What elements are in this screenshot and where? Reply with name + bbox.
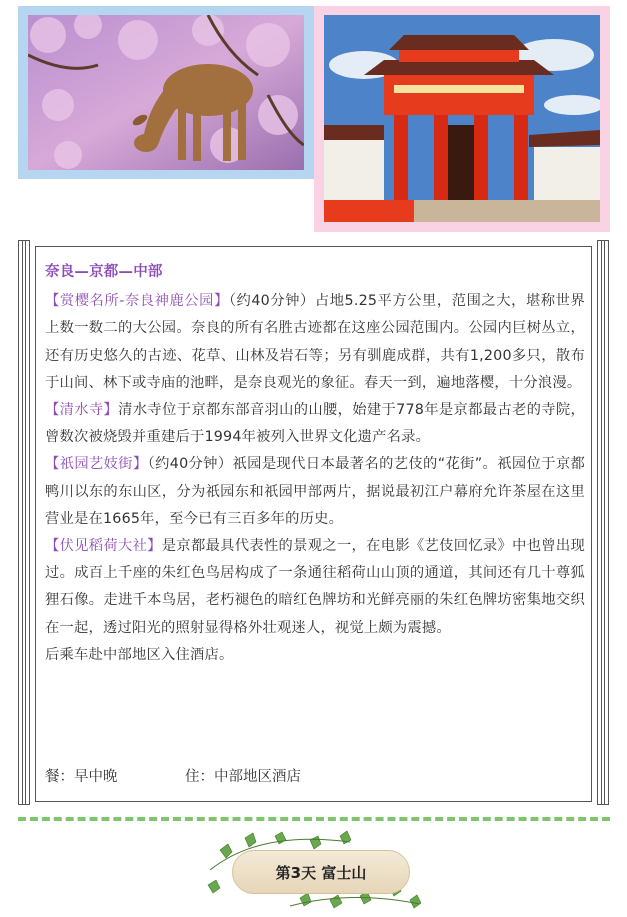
hotel-text: 住：中部地区酒店	[185, 769, 301, 785]
right-border-bar	[597, 240, 609, 805]
section-heading: 【伏见稻荷大社】	[45, 538, 162, 555]
section-body: （约40分钟）占地5.25平方公里，范围之大，堪称世界上数一数二的大公园。奈良的所有名胜古迹都在这座公园范围内。公园内巨树丛立，还有历史悠久的古迹、花草、山林及岩石等；另有驯鹿成群，共有1,200多只，散布于山间、林下或寺庙的池畔，是奈良观光的象征。春天一到，遍地落樱，十分浪漫。	[45, 293, 585, 391]
right-photo-frame	[314, 6, 610, 232]
left-border-bar	[18, 240, 30, 805]
green-dashed-divider	[18, 817, 610, 821]
next-day-badge	[200, 830, 430, 912]
section-body: 是京都最具代表性的景观之一，在电影《艺伎回忆录》中也曾出现过。成百上千座的朱红色鸟居构成了一条通往稻荷山山顶的通道，其间还有几十尊狐狸石像。走进千本鸟居，老朽褪色的暗红色牌坊和光鲜亮丽的朱红色牌坊密集地交织在一起，透过阳光的照射显得格外壮观迷人，视觉上颇为震撼。	[45, 538, 585, 636]
section-fushimi-inari	[45, 533, 585, 642]
section-heading: 【祇园艺妓街】	[45, 456, 148, 473]
section-nara-park	[45, 288, 585, 397]
section-body: （约40分钟）祇园是现代日本最著名的艺伎的“花街”。祇园位于京都鸭川以东的东山区，分为祇园东和祇园甲部两片，据说最初江户幕府允许茶屋在这里营业是在1665年，至今已有三百多年的历史。	[45, 456, 585, 527]
section-body: 清水寺位于京都东部音羽山的山腰，始建于778年是京都最古老的寺院，曾数次被烧毁并重建后于1994年被列入世界文化遗产名录。	[45, 402, 586, 446]
meals-text: 餐：早中晚	[45, 769, 118, 785]
itinerary-text	[45, 259, 585, 669]
closing-line: 后乘车赴中部地区入住酒店。	[45, 646, 234, 663]
section-gion	[45, 451, 585, 533]
shrine-gate-photo	[324, 15, 600, 222]
itinerary-box	[35, 246, 592, 802]
day-label: 第3天 富士山	[232, 850, 410, 894]
section-kiyomizu	[45, 397, 585, 451]
route-title: 奈良—京都—中部	[45, 264, 163, 280]
deer-cherry-blossom-photo	[28, 15, 304, 170]
left-photo-frame	[18, 6, 314, 179]
meal-hotel-line	[45, 765, 301, 786]
section-heading: 【清水寺】	[45, 402, 119, 419]
section-heading: 【赏樱名所-奈良神鹿公园】	[45, 293, 229, 310]
